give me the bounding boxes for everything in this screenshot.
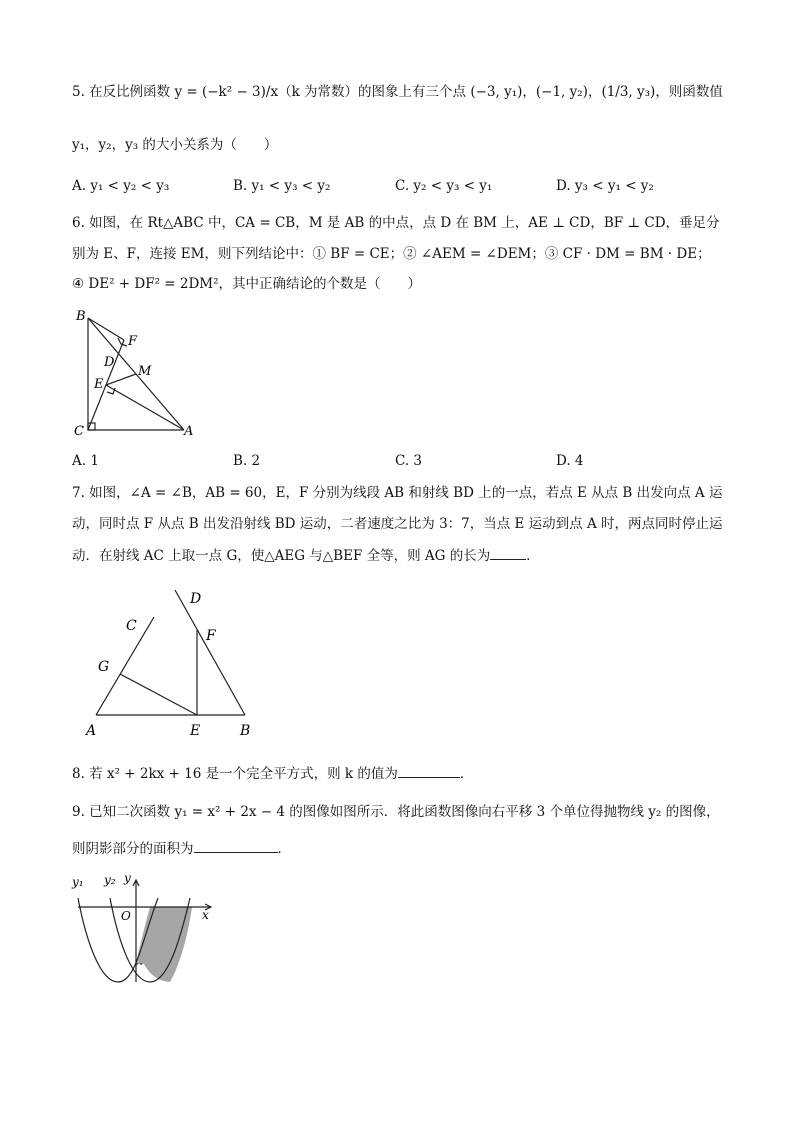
q8-answer-blank[interactable]: [398, 763, 460, 778]
q5-option-b: B. y₁ < y₃ < y₂: [233, 178, 331, 194]
q6-line-3: ④ DE² + DF² = 2DM²，其中正确结论的个数是（ ）: [72, 276, 422, 292]
q5-line-1: 5. 在反比例函数 y = (−k² − 3)/x（k 为常数）的图象上有三个点 (−3, y₁)，(−1, y₂)，(1/3, y₃)，则函数值: [72, 84, 723, 100]
q6-line-1: 6. 如图，在 Rt△ABC 中，CA = CB，M 是 AB 的中点，点 D 在 BM 上，AE ⊥ CD，BF ⊥ CD，垂足分: [72, 215, 720, 231]
q5-line-2: y₁，y₂，y₃ 的大小关系为（ ）: [72, 137, 278, 153]
q9-figure: [66, 870, 216, 995]
q7-line-3-wrap: [72, 545, 540, 566]
q8-line: [72, 763, 473, 784]
q6-label-d: D: [104, 355, 115, 370]
q7-label-e: E: [190, 723, 201, 739]
q9-text: 则阴影部分的面积为: [72, 841, 194, 857]
q6-option-c: C. 3: [395, 453, 423, 469]
q6-option-b: B. 2: [233, 453, 261, 469]
q9-label-x: x: [202, 908, 209, 922]
q7-line-1: 7. 如图，∠A = ∠B，AB = 60，E，F 分别为线段 AB 和射线 BD 上的一点，若点 E 从点 B 出发向点 A 运: [72, 485, 723, 501]
q9-end: ．: [277, 841, 291, 857]
q6-option-a: A. 1: [72, 453, 99, 469]
q5-option-a: A. y₁ < y₂ < y₃: [72, 178, 170, 194]
q7-label-b: B: [240, 723, 251, 739]
q9-label-y1: y₁: [72, 875, 84, 889]
q7-label-f: F: [206, 628, 216, 644]
q6-label-m: M: [138, 364, 152, 379]
q6-label-e: E: [94, 377, 104, 392]
q9-answer-blank[interactable]: [194, 838, 278, 853]
q7-figure: [80, 585, 270, 745]
q5-option-d: D. y₃ < y₁ < y₂: [556, 178, 654, 194]
q7-line-3-end: ．: [526, 548, 540, 564]
q6-label-f: F: [128, 334, 138, 349]
q7-label-d: D: [190, 591, 202, 607]
q6-line-2: 别为 E、F，连接 EM，则下列结论中：① BF = CE；② ∠AEM = ∠DEM；③ CF · DM = BM · DE；: [72, 246, 711, 262]
q9-label-y: y: [124, 871, 131, 885]
q6-label-c: C: [74, 424, 84, 439]
q7-label-g: G: [98, 659, 110, 675]
q6-label-b: B: [76, 309, 86, 324]
q5-option-c: C. y₂ < y₃ < y₁: [395, 178, 493, 194]
q7-label-a: A: [86, 723, 97, 739]
q8-text: 8. 若 x² + 2kx + 16 是一个完全平方式，则 k 的值为: [72, 766, 398, 782]
q7-label-c: C: [126, 618, 137, 634]
q7-line-2: 动，同时点 F 从点 B 出发沿射线 BD 运动，二者速度之比为 3：7，当点 E 运动到点 A 时，两点同时停止运: [72, 516, 723, 532]
q9-line-2: [72, 838, 291, 859]
shaded-region: [136, 907, 192, 982]
q6-option-d: D. 4: [556, 453, 584, 469]
q7-line-3: 动．在射线 AC 上取一点 G，使△AEG 与△BEF 全等，则 AG 的长为: [72, 548, 491, 564]
q8-end: ．: [459, 766, 474, 782]
q9-label-y2: y₂: [104, 873, 116, 887]
q7-answer-blank[interactable]: [490, 545, 526, 560]
q6-figure: [66, 304, 206, 444]
q9-line-1: 9. 已知二次函数 y₁ = x² + 2x − 4 的图像如图所示．将此函数图像向右平移 3 个单位得抛物线 y₂ 的图像，: [72, 804, 720, 820]
q6-label-a: A: [184, 424, 194, 439]
q9-label-o: O: [121, 909, 131, 923]
